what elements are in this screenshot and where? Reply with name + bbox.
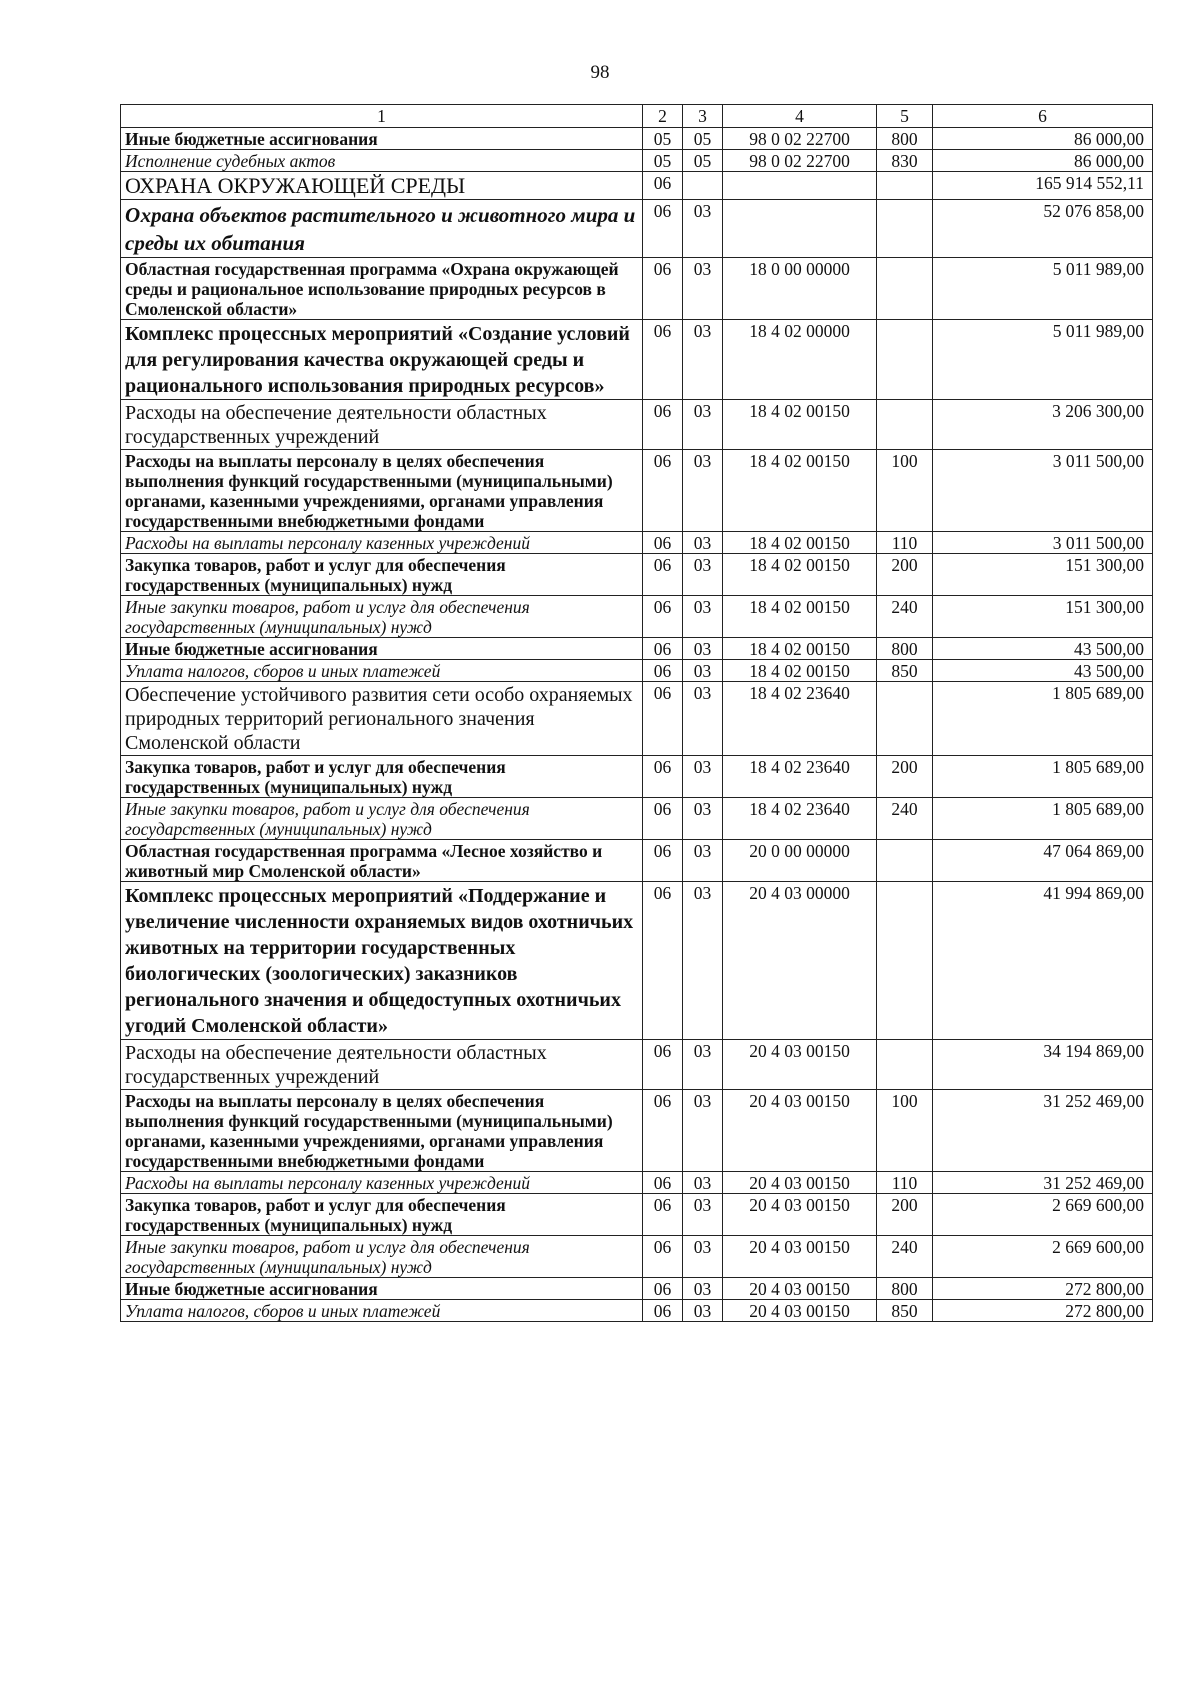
- table-row: [121, 320, 1153, 400]
- table-body: [121, 128, 1153, 1322]
- section-code-cell: 06: [643, 172, 683, 200]
- amount-cell: 86 000,00: [933, 150, 1153, 172]
- table-row: [121, 1090, 1153, 1172]
- expense-type-cell: 200: [877, 1194, 933, 1236]
- amount-cell: 272 800,00: [933, 1278, 1153, 1300]
- subsection-code-cell: 03: [683, 756, 723, 798]
- column-header: 1: [121, 105, 643, 128]
- expense-type-cell: 110: [877, 532, 933, 554]
- amount-cell: 31 252 469,00: [933, 1172, 1153, 1194]
- amount-cell: 272 800,00: [933, 1300, 1153, 1322]
- section-code-cell: 06: [643, 840, 683, 882]
- amount-cell: 3 011 500,00: [933, 532, 1153, 554]
- section-code-cell: 06: [643, 596, 683, 638]
- table-row: [121, 400, 1153, 450]
- subsection-code-cell: 03: [683, 1300, 723, 1322]
- table-row: [121, 1236, 1153, 1278]
- section-code-cell: 06: [643, 638, 683, 660]
- row-name-cell: Иные бюджетные ассигнования: [121, 128, 643, 150]
- amount-cell: 41 994 869,00: [933, 882, 1153, 1040]
- row-name-cell: Комплекс процессных мероприятий «Создание условий для регулирования качества окружающей среды и рационального использования природных ресурсов»: [121, 320, 643, 400]
- target-article-cell: 18 4 02 00150: [723, 400, 877, 450]
- amount-cell: 1 805 689,00: [933, 756, 1153, 798]
- section-code-cell: 06: [643, 1194, 683, 1236]
- subsection-code-cell: 03: [683, 840, 723, 882]
- row-name-cell: Иные закупки товаров, работ и услуг для обеспечения государственных (муниципальных) нужд: [121, 798, 643, 840]
- section-code-cell: 06: [643, 798, 683, 840]
- expense-type-cell: [877, 258, 933, 320]
- target-article-cell: 98 0 02 22700: [723, 128, 877, 150]
- expense-type-cell: 850: [877, 660, 933, 682]
- target-article-cell: 20 4 03 00000: [723, 882, 877, 1040]
- row-name-cell: Иные закупки товаров, работ и услуг для обеспечения государственных (муниципальных) нужд: [121, 596, 643, 638]
- target-article-cell: 18 4 02 00150: [723, 660, 877, 682]
- expense-type-cell: 240: [877, 798, 933, 840]
- amount-cell: 34 194 869,00: [933, 1040, 1153, 1090]
- subsection-code-cell: 03: [683, 1040, 723, 1090]
- row-name-cell: Закупка товаров, работ и услуг для обеспечения государственных (муниципальных) нужд: [121, 1194, 643, 1236]
- expense-type-cell: [877, 400, 933, 450]
- section-code-cell: 06: [643, 756, 683, 798]
- row-name-cell: Расходы на обеспечение деятельности областных государственных учреждений: [121, 400, 643, 450]
- table-row: [121, 798, 1153, 840]
- subsection-code-cell: [683, 172, 723, 200]
- table-row: [121, 638, 1153, 660]
- subsection-code-cell: 03: [683, 1172, 723, 1194]
- amount-cell: 1 805 689,00: [933, 798, 1153, 840]
- column-header: 2: [643, 105, 683, 128]
- section-code-cell: 06: [643, 450, 683, 532]
- table-row: [121, 450, 1153, 532]
- amount-cell: 3 011 500,00: [933, 450, 1153, 532]
- row-name-cell: Расходы на обеспечение деятельности областных государственных учреждений: [121, 1040, 643, 1090]
- row-name-cell: Исполнение судебных актов: [121, 150, 643, 172]
- row-name-cell: Расходы на выплаты персоналу казенных учреждений: [121, 532, 643, 554]
- column-header: 6: [933, 105, 1153, 128]
- table-row: [121, 1194, 1153, 1236]
- subsection-code-cell: 03: [683, 1194, 723, 1236]
- column-header: 4: [723, 105, 877, 128]
- table-row: [121, 200, 1153, 258]
- row-name-cell: Комплекс процессных мероприятий «Поддержание и увеличение численности охраняемых видов охотничьих животных на территории государственных биологических (зоологических) заказников регионального значения и общедоступных охотничьих угодий Смоленской области»: [121, 882, 643, 1040]
- subsection-code-cell: 03: [683, 660, 723, 682]
- target-article-cell: 20 4 03 00150: [723, 1278, 877, 1300]
- table-row: [121, 660, 1153, 682]
- expense-type-cell: 800: [877, 128, 933, 150]
- subsection-code-cell: 05: [683, 150, 723, 172]
- table-row: [121, 172, 1153, 200]
- header-row: [121, 105, 1153, 128]
- section-code-cell: 06: [643, 200, 683, 258]
- target-article-cell: 18 4 02 23640: [723, 798, 877, 840]
- expense-type-cell: 240: [877, 596, 933, 638]
- subsection-code-cell: 03: [683, 320, 723, 400]
- subsection-code-cell: 03: [683, 682, 723, 756]
- table-row: [121, 128, 1153, 150]
- amount-cell: 1 805 689,00: [933, 682, 1153, 756]
- table-row: [121, 756, 1153, 798]
- target-article-cell: 20 4 03 00150: [723, 1236, 877, 1278]
- table-row: [121, 532, 1153, 554]
- expense-type-cell: 200: [877, 756, 933, 798]
- section-code-cell: 06: [643, 1090, 683, 1172]
- page-number: 98: [590, 62, 610, 83]
- section-code-cell: 06: [643, 400, 683, 450]
- subsection-code-cell: 03: [683, 1236, 723, 1278]
- section-code-cell: 06: [643, 1236, 683, 1278]
- section-code-cell: 06: [643, 532, 683, 554]
- row-name-cell: Иные бюджетные ассигнования: [121, 638, 643, 660]
- amount-cell: 5 011 989,00: [933, 258, 1153, 320]
- expense-type-cell: [877, 840, 933, 882]
- amount-cell: 5 011 989,00: [933, 320, 1153, 400]
- row-name-cell: ОХРАНА ОКРУЖАЮЩЕЙ СРЕДЫ: [121, 172, 643, 200]
- target-article-cell: 18 4 02 00150: [723, 450, 877, 532]
- row-name-cell: Обеспечение устойчивого развития сети особо охраняемых природных территорий регионального значения Смоленской области: [121, 682, 643, 756]
- subsection-code-cell: 03: [683, 638, 723, 660]
- column-header: 5: [877, 105, 933, 128]
- expense-type-cell: 100: [877, 1090, 933, 1172]
- table-row: [121, 882, 1153, 1040]
- expense-type-cell: 850: [877, 1300, 933, 1322]
- subsection-code-cell: 03: [683, 1090, 723, 1172]
- target-article-cell: 18 4 02 23640: [723, 756, 877, 798]
- expense-type-cell: 110: [877, 1172, 933, 1194]
- target-article-cell: 18 0 00 00000: [723, 258, 877, 320]
- target-article-cell: 18 4 02 23640: [723, 682, 877, 756]
- table-row: [121, 150, 1153, 172]
- row-name-cell: Областная государственная программа «Лесное хозяйство и животный мир Смоленской области»: [121, 840, 643, 882]
- expense-type-cell: 800: [877, 1278, 933, 1300]
- expense-type-cell: [877, 172, 933, 200]
- table-row: [121, 554, 1153, 596]
- target-article-cell: 18 4 02 00150: [723, 532, 877, 554]
- section-code-cell: 05: [643, 150, 683, 172]
- target-article-cell: 20 0 00 00000: [723, 840, 877, 882]
- section-code-cell: 06: [643, 320, 683, 400]
- expense-type-cell: [877, 200, 933, 258]
- section-code-cell: 06: [643, 258, 683, 320]
- row-name-cell: Закупка товаров, работ и услуг для обеспечения государственных (муниципальных) нужд: [121, 756, 643, 798]
- expense-type-cell: [877, 320, 933, 400]
- subsection-code-cell: 03: [683, 258, 723, 320]
- expense-type-cell: [877, 682, 933, 756]
- target-article-cell: 18 4 02 00150: [723, 554, 877, 596]
- table-row: [121, 1040, 1153, 1090]
- amount-cell: 43 500,00: [933, 638, 1153, 660]
- section-code-cell: 06: [643, 554, 683, 596]
- amount-cell: 47 064 869,00: [933, 840, 1153, 882]
- target-article-cell: 18 4 02 00000: [723, 320, 877, 400]
- row-name-cell: Уплата налогов, сборов и иных платежей: [121, 660, 643, 682]
- target-article-cell: 20 4 03 00150: [723, 1040, 877, 1090]
- section-code-cell: 06: [643, 882, 683, 1040]
- section-code-cell: 05: [643, 128, 683, 150]
- subsection-code-cell: 03: [683, 450, 723, 532]
- amount-cell: 43 500,00: [933, 660, 1153, 682]
- expense-type-cell: 100: [877, 450, 933, 532]
- row-name-cell: Иные закупки товаров, работ и услуг для обеспечения государственных (муниципальных) нужд: [121, 1236, 643, 1278]
- subsection-code-cell: 03: [683, 798, 723, 840]
- expense-type-cell: 240: [877, 1236, 933, 1278]
- amount-cell: 2 669 600,00: [933, 1236, 1153, 1278]
- section-code-cell: 06: [643, 1300, 683, 1322]
- section-code-cell: 06: [643, 682, 683, 756]
- target-article-cell: 98 0 02 22700: [723, 150, 877, 172]
- subsection-code-cell: 03: [683, 1278, 723, 1300]
- amount-cell: 86 000,00: [933, 128, 1153, 150]
- expense-type-cell: 800: [877, 638, 933, 660]
- subsection-code-cell: 03: [683, 532, 723, 554]
- target-article-cell: 20 4 03 00150: [723, 1300, 877, 1322]
- target-article-cell: 20 4 03 00150: [723, 1090, 877, 1172]
- expense-type-cell: [877, 882, 933, 1040]
- row-name-cell: Закупка товаров, работ и услуг для обеспечения государственных (муниципальных) нужд: [121, 554, 643, 596]
- row-name-cell: Уплата налогов, сборов и иных платежей: [121, 1300, 643, 1322]
- row-name-cell: Иные бюджетные ассигнования: [121, 1278, 643, 1300]
- table-row: [121, 1278, 1153, 1300]
- section-code-cell: 06: [643, 1278, 683, 1300]
- subsection-code-cell: 05: [683, 128, 723, 150]
- section-code-cell: 06: [643, 1172, 683, 1194]
- row-name-cell: Расходы на выплаты персоналу в целях обеспечения выполнения функций государственными (муниципальными) органами, казенными учреждениями, органами управления государственными внебюджетными фондами: [121, 1090, 643, 1172]
- budget-table: [120, 104, 1153, 1322]
- target-article-cell: 18 4 02 00150: [723, 638, 877, 660]
- row-name-cell: Расходы на выплаты персоналу казенных учреждений: [121, 1172, 643, 1194]
- target-article-cell: 20 4 03 00150: [723, 1194, 877, 1236]
- subsection-code-cell: 03: [683, 596, 723, 638]
- table-row: [121, 1300, 1153, 1322]
- subsection-code-cell: 03: [683, 400, 723, 450]
- target-article-cell: 20 4 03 00150: [723, 1172, 877, 1194]
- row-name-cell: Областная государственная программа «Охрана окружающей среды и рациональное использование природных ресурсов в Смоленской области»: [121, 258, 643, 320]
- table-row: [121, 682, 1153, 756]
- amount-cell: 151 300,00: [933, 554, 1153, 596]
- amount-cell: 2 669 600,00: [933, 1194, 1153, 1236]
- column-header: 3: [683, 105, 723, 128]
- expense-type-cell: 830: [877, 150, 933, 172]
- expense-type-cell: [877, 1040, 933, 1090]
- amount-cell: 3 206 300,00: [933, 400, 1153, 450]
- expense-type-cell: 200: [877, 554, 933, 596]
- amount-cell: 31 252 469,00: [933, 1090, 1153, 1172]
- subsection-code-cell: 03: [683, 882, 723, 1040]
- target-article-cell: [723, 200, 877, 258]
- subsection-code-cell: 03: [683, 554, 723, 596]
- target-article-cell: 18 4 02 00150: [723, 596, 877, 638]
- row-name-cell: Охрана объектов растительного и животного мира и среды их обитания: [121, 200, 643, 258]
- table-row: [121, 840, 1153, 882]
- amount-cell: 52 076 858,00: [933, 200, 1153, 258]
- row-name-cell: Расходы на выплаты персоналу в целях обеспечения выполнения функций государственными (муниципальными) органами, казенными учреждениями, органами управления государственными внебюджетными фондами: [121, 450, 643, 532]
- section-code-cell: 06: [643, 660, 683, 682]
- subsection-code-cell: 03: [683, 200, 723, 258]
- section-code-cell: 06: [643, 1040, 683, 1090]
- amount-cell: 165 914 552,11: [933, 172, 1153, 200]
- table-row: [121, 596, 1153, 638]
- table-row: [121, 1172, 1153, 1194]
- amount-cell: 151 300,00: [933, 596, 1153, 638]
- target-article-cell: [723, 172, 877, 200]
- table-row: [121, 258, 1153, 320]
